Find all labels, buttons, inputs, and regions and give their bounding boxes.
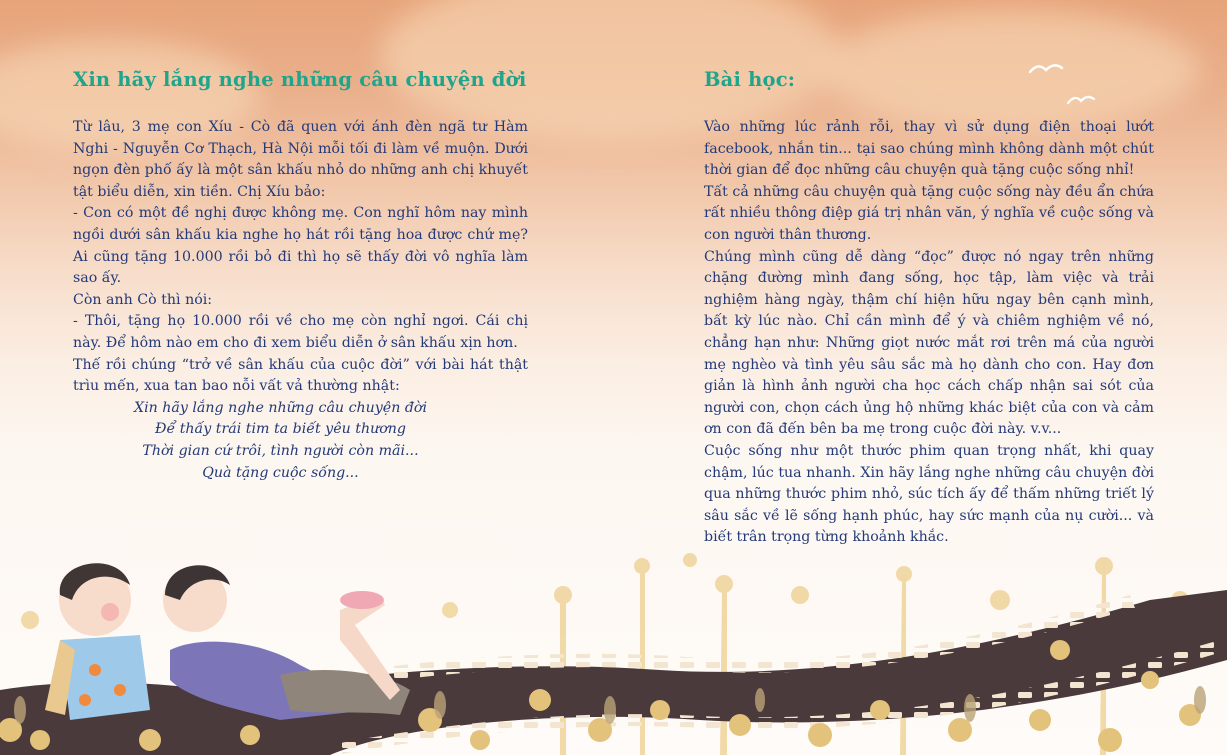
lesson-paragraph: Cuộc sống như một thước phim quan trọng nhất, khi quay chậm, lúc tua nhanh. Xin hãy lắng nghe những câu chuyện đời qua những thước phim nhỏ, súc tích ấy để thấm những triết lý sâu sắc về lẽ sống hạnh phúc, hay sức mạnh của nụ cười... và biết trân trọng từng khoảnh khắc. <box>704 442 1154 546</box>
song-lyrics <box>53 398 508 484</box>
story-paragraph: Thế rồi chúng “trở về sân khấu của cuộc đời” với bài hát thật trìu mến, xua tan bao nỗi vất vả thường nhật: <box>73 356 528 395</box>
boy-figure <box>163 565 410 720</box>
lesson-body <box>704 117 1154 549</box>
lesson-heading: Bài học: <box>704 68 796 91</box>
seagull-icon <box>1066 92 1096 108</box>
song-line: Quà tặng cuộc sống... <box>202 464 359 481</box>
story-paragraph: Từ lâu, 3 mẹ con Xíu - Cò đã quen với ánh đèn ngã tư Hàm Nghi - Nguyễn Cơ Thạch, Hà Nội mỗi tối đi làm về muộn. Dưới ngọn đèn phố ấy là một sân khấu nhỏ do những anh chị khuyết tật biểu diễn, xin tiền. Chị Xíu bảo: <box>73 119 528 200</box>
cloud <box>820 10 1200 130</box>
story-paragraph: - Con có một đề nghị được không mẹ. Con nghĩ hôm nay mình ngồi dưới sân khấu kia nghe họ hát rồi tặng hoa được chứ mẹ? Ai cũng tặng 10.000 rồi bỏ đi thì họ sẽ thấy đời vô nghĩa làm sao ấy. <box>73 205 528 287</box>
seagull-icon <box>1028 60 1064 78</box>
story-heading: Xin hãy lắng nghe những câu chuyện đời <box>73 68 527 91</box>
song-line: Xin hãy lắng nghe những câu chuyện đời <box>133 399 428 416</box>
song-line: Thời gian cứ trôi, tình người còn mãi... <box>142 442 419 459</box>
lesson-paragraph: Chúng mình cũng dễ dàng “đọc” được nó ngay trên những chặng đường mình đang sống, học tập, làm việc và trải nghiệm hàng ngày, thậm chí hiện hữu ngay bên cạnh mình, bất kỳ lúc nào. Chỉ cần mình để ý và chiêm nghiệm về nó, chẳng hạn như: Những giọt nước mắt rơi trên má của người mẹ nghèo và tình yêu sâu sắc mà họ dành cho con. Hay đơn giản là hình ảnh người cha học cách chấp nhận sai sót của người con, chọn cách ủng hộ những khác biệt của con và cảm ơn con đã đến bên ba mẹ trong cuộc đời này. v.v... <box>704 248 1154 438</box>
lesson-paragraph: Vào những lúc rảnh rỗi, thay vì sử dụng điện thoại lướt facebook, nhắn tin... tại sao chúng mình không dành một chút thời gian để đọc những câu chuyện quà tặng cuộc sống nhỉ! <box>704 119 1154 179</box>
story-paragraph: Còn anh Cò thì nói: <box>73 291 213 308</box>
story-body <box>73 117 528 484</box>
lesson-paragraph: Tất cả những câu chuyện quà tặng cuộc sống này đều ẩn chứa rất nhiều thông điệp giá trị nhân văn, ý nghĩa về cuộc sống và con người thân thương. <box>704 183 1154 243</box>
child-figure <box>45 563 150 720</box>
song-line: Để thấy trái tim ta biết yêu thương <box>155 421 406 438</box>
story-paragraph: - Thôi, tặng họ 10.000 rồi về cho mẹ còn nghỉ ngơi. Cái chị này. Để hôm nào em cho đi xem biểu diễn ở sân khấu xịn hơn. <box>73 313 528 351</box>
children-on-film-strip-illustration <box>0 540 1227 755</box>
